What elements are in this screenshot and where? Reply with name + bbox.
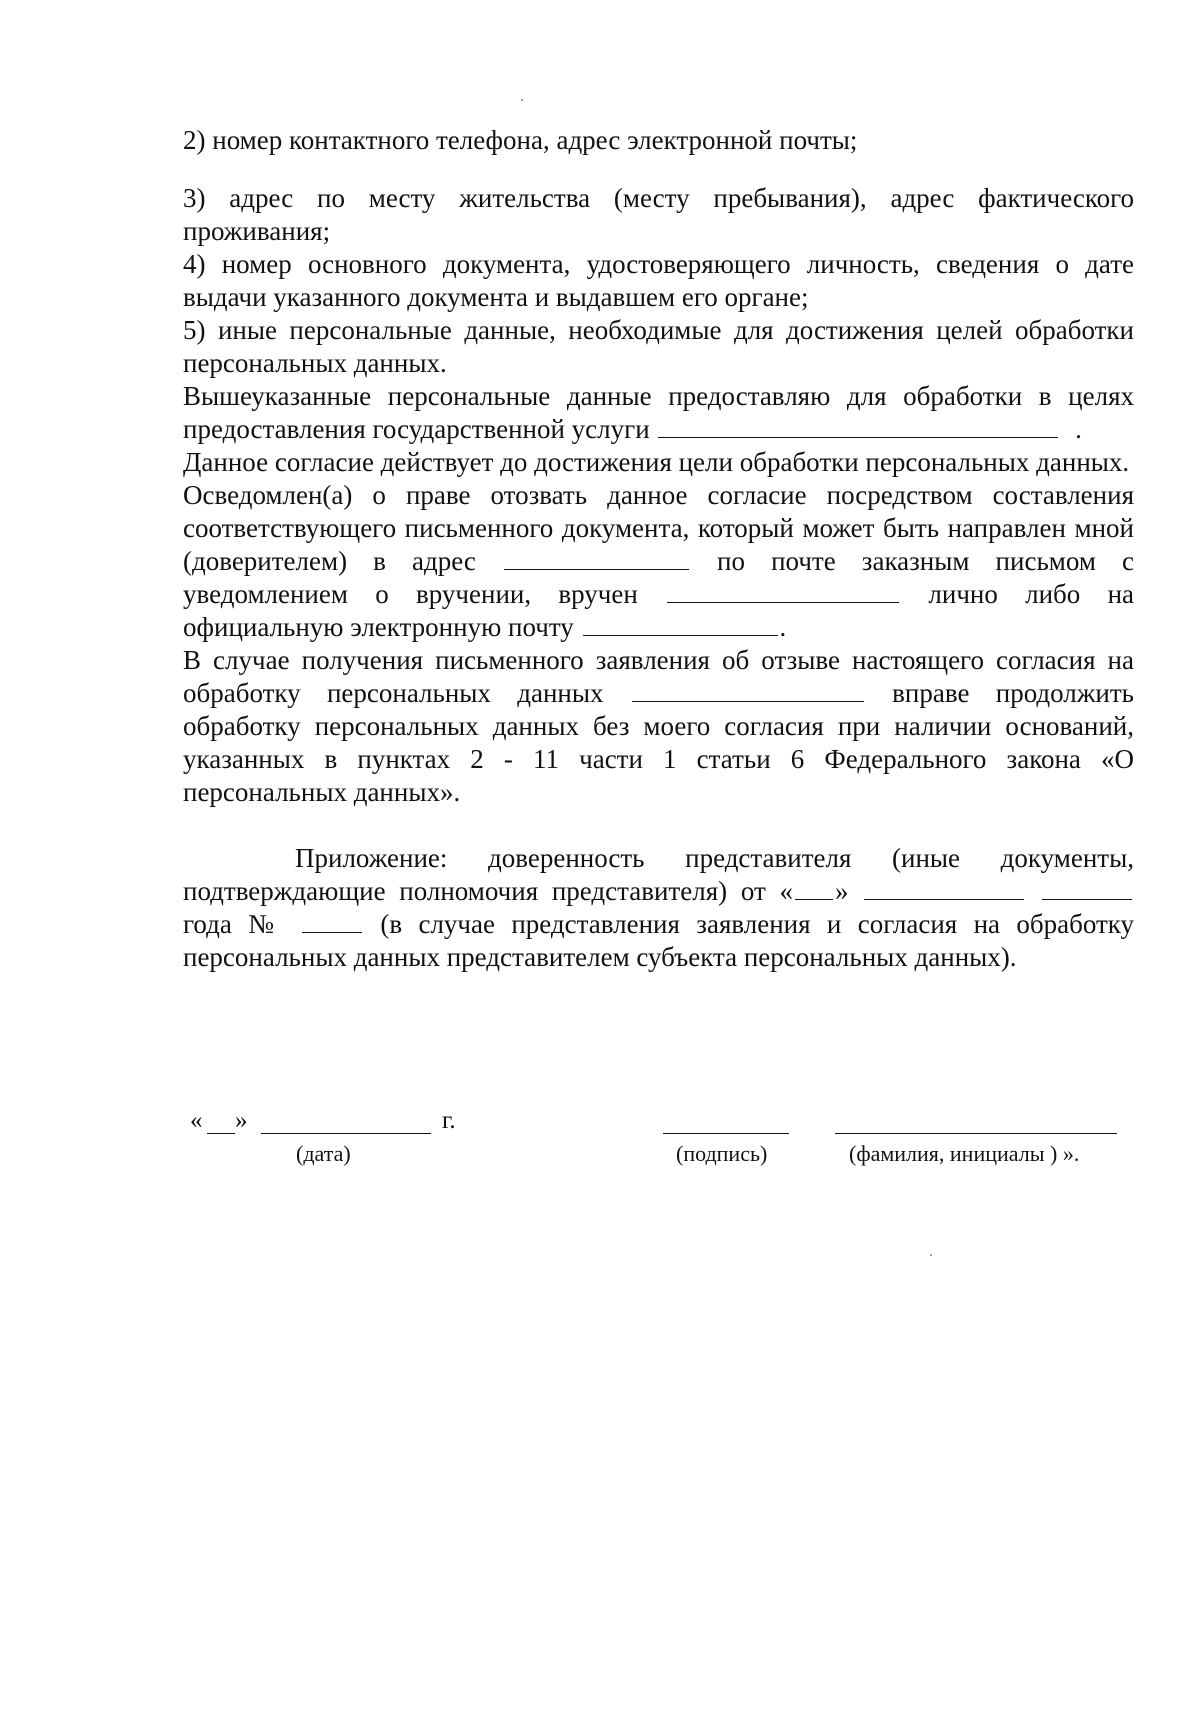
revocation-end: . <box>779 612 787 642</box>
date-open-quote: « <box>190 1107 203 1134</box>
attachment-day-blank <box>795 875 833 900</box>
name-line <box>835 1133 1117 1134</box>
date-caption: (дата) <box>296 1141 351 1166</box>
document-body <box>183 124 1134 974</box>
attachment-paragraph <box>183 842 1134 974</box>
operator-blank <box>632 677 864 702</box>
date-day-line <box>207 1133 235 1134</box>
attachment-text-a: Приложение: доверенность представителя (иные документы, подтверждающие полномочия представителя) от « <box>183 843 1134 906</box>
scan-speck <box>521 99 523 101</box>
continuation-text-a: В случае получения письменного заявления об отзыве настоящего согласия на обработку персональных данных <box>183 645 1134 708</box>
revocation-text-b: по почте заказным письмом с уведомлением о вручении, вручен <box>183 546 1134 609</box>
attachment-text-c: года № <box>183 909 284 939</box>
attachment-text-d: (в случае представления заявления и согласия на обработку персональных данных представителем субъекта персональных данных). <box>183 909 1135 972</box>
date-close-quote: » <box>235 1107 248 1134</box>
item-5-other-data: 5) иные персональные данные, необходимые для достижения целей обработки персональных данных. <box>183 315 1134 378</box>
attachment-text-b: » <box>835 876 849 906</box>
continuation-text-b: вправе продолжить обработку персональных данных без моего согласия при наличии оснований, указанных в пунктах 2 - 11 части 1 статьи 6 Федерального закона «О персональных данных». <box>183 678 1134 807</box>
revocation-text-c: лично либо на официальную электронную почту <box>183 579 1135 642</box>
signature-block <box>183 1107 1134 1177</box>
item-2-contacts: 2) номер контактного телефона, адрес электронной почты; <box>183 125 858 155</box>
signature-line <box>663 1133 789 1134</box>
address-blank <box>504 545 689 570</box>
purpose-end: . <box>1075 414 1082 444</box>
item-4-identity-document: 4) номер основного документа, удостоверяющего личность, сведения о дате выдачи указанного документа и выдавшем его органе; <box>183 249 1134 312</box>
revocation-paragraph <box>183 479 1134 644</box>
scan-speck <box>930 1254 932 1256</box>
attachment-number-blank <box>302 908 362 933</box>
name-caption: (фамилия, инициалы ) ». <box>849 1141 1080 1166</box>
email-blank <box>583 611 778 636</box>
revocation-text-a: Осведомлен(а) о праве отозвать данное согласие посредством составления соответствующего письменного документа, который может быть направлен мной (доверителем) в адрес <box>183 480 1134 576</box>
continuation-paragraph <box>183 644 1134 809</box>
item-3-address: 3) адрес по месту жительства (месту пребывания), адрес фактического проживания; <box>183 183 1134 246</box>
delivery-blank <box>667 578 899 603</box>
purpose-text: Вышеуказанные персональные данные предоставляю для обработки в целях предоставления государственной услуги <box>183 381 1134 444</box>
purpose-paragraph <box>183 380 1134 446</box>
date-year-suffix: г. <box>442 1107 456 1134</box>
date-month-line <box>261 1133 431 1134</box>
attachment-year-blank <box>1042 875 1132 900</box>
validity-paragraph: Данное согласие действует до достижения цели обработки персональных данных. <box>183 447 1130 477</box>
attachment-month-blank <box>864 875 1024 900</box>
service-name-blank <box>658 413 1058 438</box>
signature-caption: (подпись) <box>676 1141 768 1166</box>
